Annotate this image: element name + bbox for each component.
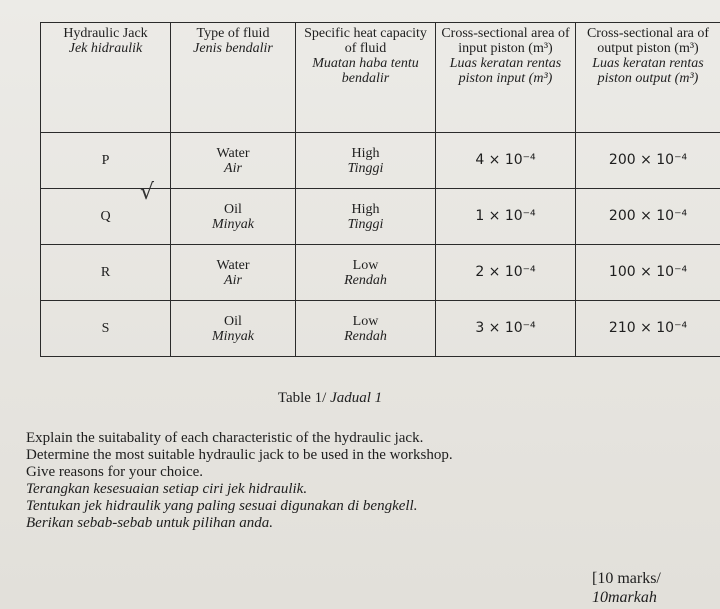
- heat-cell: High Tinggi: [296, 133, 436, 189]
- input-area-cell: 4 × 10⁻⁴: [436, 133, 576, 189]
- question-instructions: [26, 430, 706, 532]
- input-area-cell: 1 × 10⁻⁴: [436, 189, 576, 245]
- jack-label: Q: [41, 189, 171, 245]
- header-fluid-type: Type of fluid Jenis bendalir: [171, 23, 296, 133]
- heat-cell: Low Rendah: [296, 245, 436, 301]
- handwritten-tick-mark: √: [140, 180, 155, 205]
- table-row: [41, 301, 720, 357]
- output-area-cell: 210 × 10⁻⁴: [576, 301, 720, 357]
- header-output-area: Cross-sectional ara of output piston (m³) Luas keratan rentas piston output (m³): [576, 23, 720, 133]
- fluid-cell: Oil Minyak: [171, 189, 296, 245]
- heat-cell: High Tinggi: [296, 189, 436, 245]
- jack-label: S: [41, 301, 171, 357]
- input-area-cell: 2 × 10⁻⁴: [436, 245, 576, 301]
- header-hydraulic-jack: Hydraulic Jack Jek hidraulik: [41, 23, 171, 133]
- jack-label: P: [41, 133, 171, 189]
- table-row: [41, 245, 720, 301]
- table-header-row: [41, 23, 720, 133]
- marks-label: [10 marks/ 10markah: [592, 570, 661, 606]
- output-area-cell: 100 × 10⁻⁴: [576, 245, 720, 301]
- input-area-cell: 3 × 10⁻⁴: [436, 301, 576, 357]
- caption-en: Table 1/: [277, 390, 327, 406]
- jack-label: R: [41, 245, 171, 301]
- caption-ms: Jadual 1: [330, 390, 383, 406]
- heat-cell: Low Rendah: [296, 301, 436, 357]
- fluid-cell: Oil Minyak: [171, 301, 296, 357]
- instruction-en-1: Explain the suitabality of each characteristic of the hydraulic jack.: [26, 430, 424, 446]
- fluid-cell: Water Air: [171, 245, 296, 301]
- output-area-cell: 200 × 10⁻⁴: [576, 189, 720, 245]
- instruction-ms-2: Tentukan jek hidraulik yang paling sesuai digunakan di bengkell.: [26, 498, 418, 514]
- instruction-en-2: Determine the most suitable hydraulic jack to be used in the workshop.: [26, 447, 453, 463]
- instruction-ms-1: Terangkan kesesuaian setiap ciri jek hidraulik.: [26, 481, 308, 497]
- table-caption: [0, 390, 690, 407]
- header-specific-heat: Specific heat capacity of fluid Muatan haba tentu bendalir: [296, 23, 436, 133]
- header-input-area: Cross-sectional area of input piston (m³) Luas keratan rentas piston input (m³): [436, 23, 576, 133]
- instruction-en-3: Give reasons for your choice.: [26, 464, 204, 480]
- fluid-cell: Water Air: [171, 133, 296, 189]
- instruction-ms-3: Berikan sebab-sebab untuk pilihan anda.: [26, 515, 274, 531]
- output-area-cell: 200 × 10⁻⁴: [576, 133, 720, 189]
